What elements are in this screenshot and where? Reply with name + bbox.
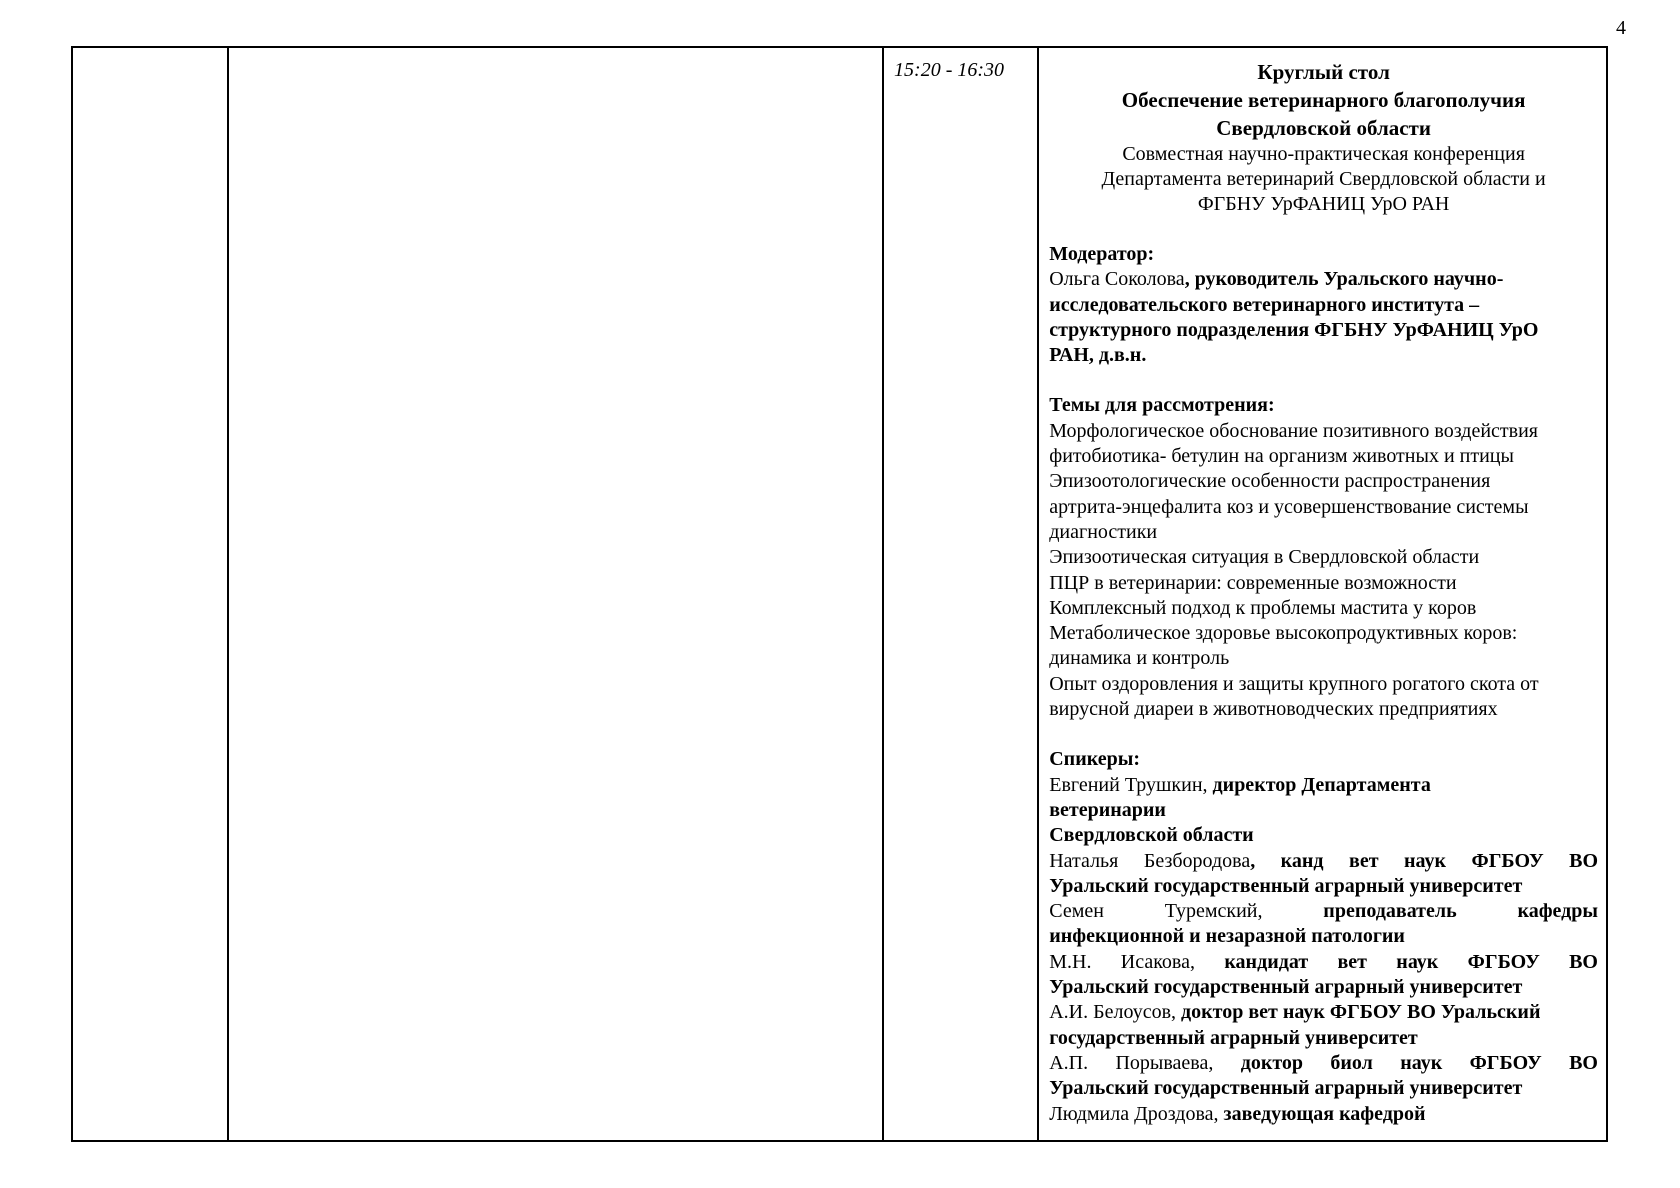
topic-line: вирусной диареи в животноводческих предприятиях [1049,698,1498,721]
session-title-line: Круглый стол [1257,60,1390,84]
speaker-role: преподаватель кафедры [1262,900,1599,923]
speakers-heading: Спикеры: [1049,748,1141,771]
session-time: 15:20 - 16:30 [894,59,1005,81]
speaker-role: , канд вет наук ФГБОУ ВО [1250,849,1599,872]
speaker-line [1049,1000,1598,1025]
speaker-line [1049,950,1598,975]
speaker-line [1049,1102,1598,1127]
speaker-name: А.П. Порываева, [1049,1051,1214,1074]
topics-heading: Темы для рассмотрения: [1049,394,1275,417]
topic-line: Опыт оздоровления и защиты крупного рогатого скота от [1049,672,1539,695]
topic-line: ПЦР в ветеринарии: современные возможности [1049,571,1457,594]
speaker-role-line: Свердловской области [1049,824,1254,847]
speaker-role: заведующая кафедрой [1218,1102,1426,1125]
topics-list [1049,419,1598,723]
speaker-name: Наталья Безбородова [1049,849,1251,872]
moderator-role-line: исследовательского ветеринарного института – [1049,293,1480,316]
session-title-line: Обеспечение ветеринарного благополучия [1121,88,1526,112]
schedule-table [71,46,1608,1142]
speaker-role-line: государственный аграрный университет [1049,1026,1418,1049]
speaker-role-line: Уральский государственный аграрный университет [1049,1077,1523,1100]
speaker-name: Евгений Трушкин, [1049,773,1208,796]
speaker-role: доктор вет наук ФГБОУ ВО Уральский [1176,1001,1541,1024]
moderator-block [1049,267,1598,368]
moderator-role: , руководитель Уральского научно- [1184,268,1504,291]
speaker-role: доктор биол наук ФГБОУ ВО [1213,1051,1598,1074]
moderator-role-line: РАН, д.в.н. [1049,344,1147,367]
topic-line: Комплексный подход к проблемы мастита у коров [1049,596,1477,619]
moderator-name: Ольга Соколова [1049,268,1185,291]
speaker-name: Людмила Дроздова, [1049,1102,1219,1125]
session-content-cell [1038,47,1607,1141]
session-title [1049,58,1598,142]
speaker-role: директор Департамента [1207,773,1431,796]
session-subtitle-line: Совместная научно-практическая конференция [1122,143,1525,165]
session-subtitle-line: ФГБНУ УрФАНИЦ УрО РАН [1197,193,1450,215]
moderator-line [1049,267,1598,292]
page-number: 4 [1616,17,1626,39]
session-subtitle [1049,142,1598,217]
speaker-role-line: инфекционной и незаразной патологии [1049,925,1405,948]
topic-line: фитобиотика- бетулин на организм животных и птицы [1049,445,1514,468]
speaker-line [1049,849,1598,874]
topic-line: артрита-энцефалита коз и усовершенствование системы [1049,495,1529,518]
speaker-role-line: Уральский государственный аграрный университет [1049,976,1523,999]
moderator-role-line: структурного подразделения ФГБНУ УрФАНИЦ УрО [1049,318,1539,341]
table-row [72,47,1607,1141]
time-cell [883,47,1038,1141]
speaker-line [1049,1051,1598,1076]
speaker-name: А.И. Белоусов, [1049,1001,1177,1024]
speaker-name: Семен Туремский, [1049,900,1263,923]
topic-line: Эпизоотическая ситуация в Свердловской области [1049,546,1480,569]
main-event-cell [228,47,883,1141]
topic-line: Морфологическое обоснование позитивного воздействия [1049,419,1538,442]
topic-line: динамика и контроль [1049,647,1230,670]
topic-line: Эпизоотологические особенности распространения [1049,470,1491,493]
topic-line: диагностики [1049,520,1158,543]
speaker-role-line: ветеринарии [1049,798,1166,821]
speaker-name: М.Н. Исакова, [1049,950,1195,973]
session-title-line: Свердловской области [1216,116,1431,140]
session-subtitle-line: Департамента ветеринарий Свердловской области и [1101,168,1546,190]
speaker-role: кандидат вет наук ФГБОУ ВО [1195,950,1598,973]
speaker-line [1049,773,1598,798]
speaker-line [1049,899,1598,924]
speakers-list [1049,773,1598,1127]
topic-line: Метаболическое здоровье высокопродуктивных коров: [1049,622,1518,645]
speaker-role-line: Уральский государственный аграрный университет [1049,874,1523,897]
date-cell [72,47,228,1141]
moderator-heading: Модератор: [1049,243,1155,265]
